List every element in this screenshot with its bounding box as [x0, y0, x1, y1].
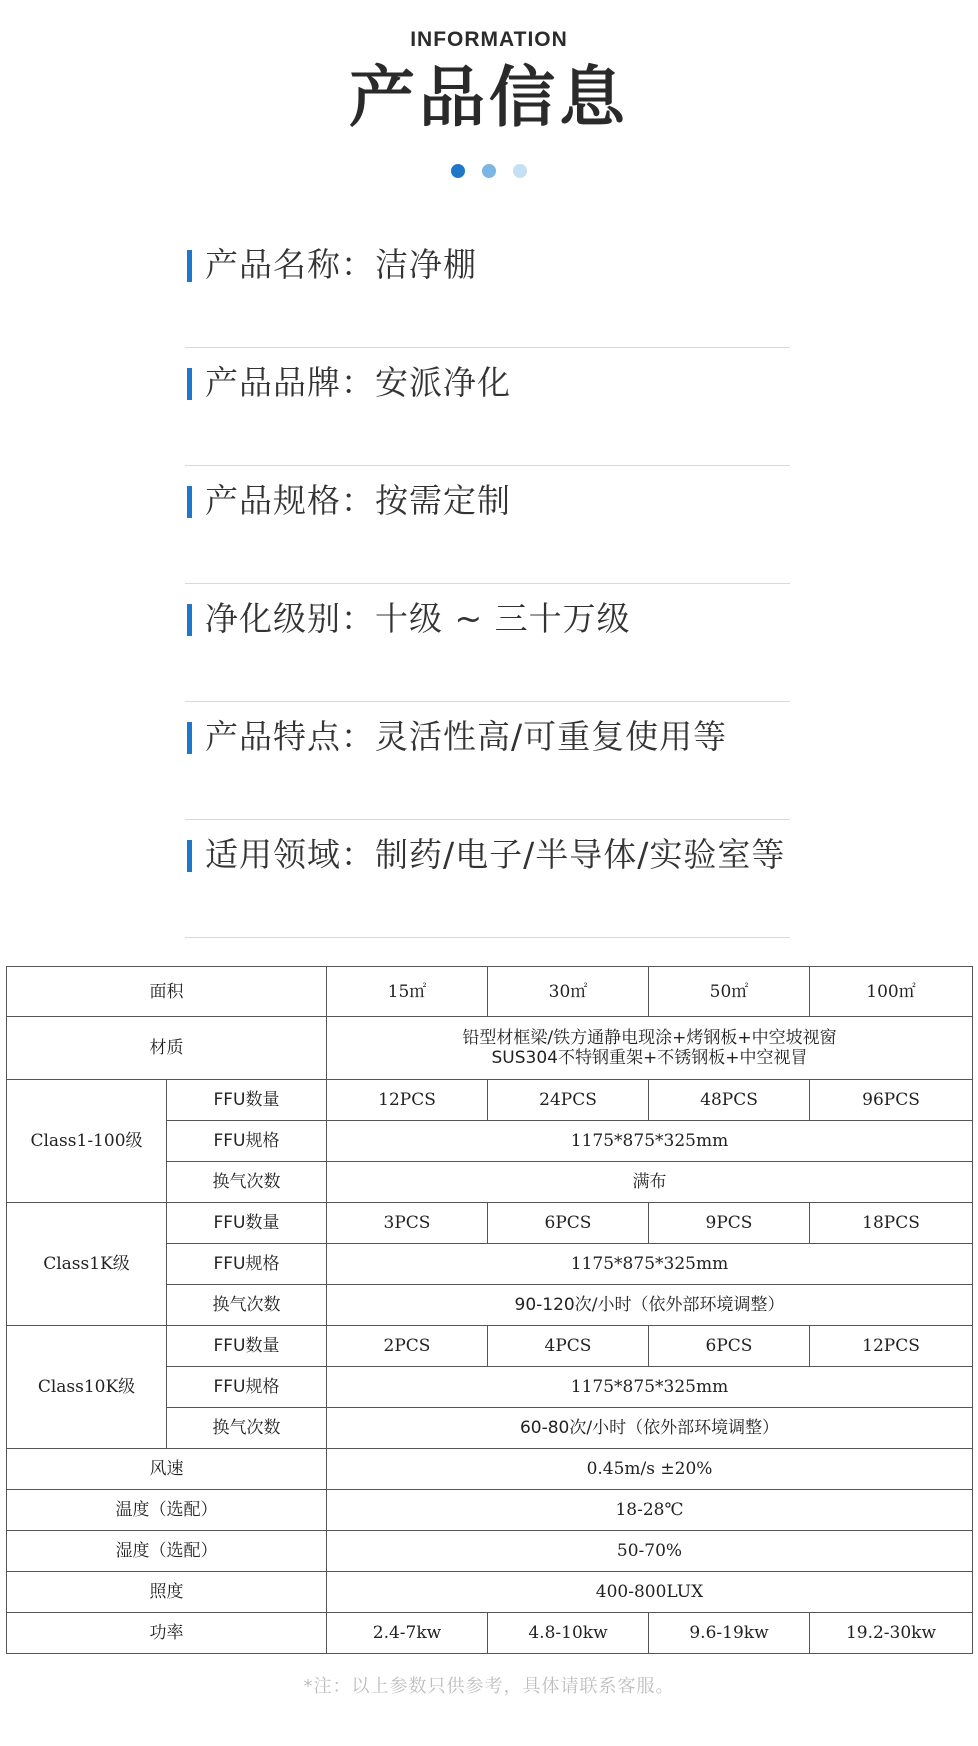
- table-cell: Class1K级: [7, 1203, 167, 1326]
- info-item-text: 适用领域：制药/电子/半导体/实验室等: [205, 835, 786, 874]
- info-item-fields: [185, 820, 790, 938]
- table-cell: 30㎡: [488, 967, 649, 1017]
- table-cell: 温度（选配）: [7, 1490, 327, 1531]
- table-cell: 换气次数: [167, 1162, 327, 1203]
- table-cell: 6PCS: [649, 1326, 810, 1367]
- info-item-name: [185, 230, 790, 348]
- table-row: [7, 1531, 973, 1572]
- table-cell: 60-80次/小时（依外部环境调整）: [327, 1408, 973, 1449]
- table-cell: FFU数量: [167, 1080, 327, 1121]
- accent-bar-icon: [187, 840, 192, 872]
- table-cell: 6PCS: [488, 1203, 649, 1244]
- dot-icon: [482, 164, 496, 178]
- table-cell: 4.8-10kw: [488, 1613, 649, 1654]
- table-row: [7, 1449, 973, 1490]
- info-item-brand: [185, 348, 790, 466]
- table-cell: 材质: [7, 1017, 327, 1080]
- table-cell: 19.2-30kw: [810, 1613, 973, 1654]
- table-cell: 功率: [7, 1613, 327, 1654]
- table-cell: 满布: [327, 1162, 973, 1203]
- disclaimer-note: *注：以上参数只供参考，具体请联系客服。: [303, 1676, 675, 1697]
- accent-bar-icon: [187, 250, 192, 282]
- section-eyebrow: INFORMATION: [410, 28, 568, 51]
- section-title: 产品信息: [349, 59, 629, 136]
- table-cell: 90-120次/小时（依外部环境调整）: [327, 1285, 973, 1326]
- table-cell: FFU数量: [167, 1326, 327, 1367]
- table-cell: Class1-100级: [7, 1080, 167, 1203]
- table-row: [7, 1203, 973, 1244]
- table-cell: 湿度（选配）: [7, 1531, 327, 1572]
- accent-bar-icon: [187, 604, 192, 636]
- info-item-text: 产品品牌：安派净化: [205, 363, 511, 402]
- accent-bar-icon: [187, 722, 192, 754]
- table-row: [7, 1572, 973, 1613]
- table-cell: 12PCS: [810, 1326, 973, 1367]
- table-cell: FFU数量: [167, 1203, 327, 1244]
- table-row: [7, 1490, 973, 1531]
- table-row: [7, 1080, 973, 1121]
- table-cell: 12PCS: [327, 1080, 488, 1121]
- info-list: [185, 230, 790, 938]
- table-cell: 换气次数: [167, 1285, 327, 1326]
- table-cell: 50-70%: [327, 1531, 973, 1572]
- table-cell: 15㎡: [327, 967, 488, 1017]
- decorative-dots: [0, 164, 978, 178]
- table-cell: 18-28℃: [327, 1490, 973, 1531]
- table-cell: 9PCS: [649, 1203, 810, 1244]
- table-cell: 50㎡: [649, 967, 810, 1017]
- table-cell: 1175*875*325mm: [327, 1367, 973, 1408]
- table-cell: 9.6-19kw: [649, 1613, 810, 1654]
- table-row: [7, 1613, 973, 1654]
- table-cell: 48PCS: [649, 1080, 810, 1121]
- info-item-text: 产品名称：洁净棚: [205, 245, 477, 284]
- table-cell: FFU规格: [167, 1367, 327, 1408]
- info-item-text: 产品特点：灵活性高/可重复使用等: [205, 717, 728, 756]
- table-cell: 400-800LUX: [327, 1572, 973, 1613]
- table-row: [7, 967, 973, 1017]
- info-item-text: 产品规格：按需定制: [205, 481, 511, 520]
- table-cell: 0.45m/s ±20%: [327, 1449, 973, 1490]
- table-row: [7, 1326, 973, 1367]
- info-item-spec: [185, 466, 790, 584]
- accent-bar-icon: [187, 368, 192, 400]
- table-row: [7, 1017, 973, 1080]
- table-cell: 照度: [7, 1572, 327, 1613]
- table-cell: 换气次数: [167, 1408, 327, 1449]
- section-header: [0, 0, 978, 178]
- table-cell: 4PCS: [488, 1326, 649, 1367]
- accent-bar-icon: [187, 486, 192, 518]
- table-cell: 风速: [7, 1449, 327, 1490]
- info-item-text: 净化级别：十级 ~ 三十万级: [205, 599, 631, 638]
- material-line: SUS304不特钢重架+不锈钢板+中空视冒: [491, 1048, 808, 1068]
- table-cell: [327, 1017, 973, 1080]
- table-cell: 18PCS: [810, 1203, 973, 1244]
- info-item-features: [185, 702, 790, 820]
- material-line: 铅型材框梁/铁方通静电现涂+烤钢板+中空坡视窗: [462, 1028, 837, 1048]
- table-cell: 96PCS: [810, 1080, 973, 1121]
- spec-table: [6, 966, 973, 1654]
- table-cell: 100㎡: [810, 967, 973, 1017]
- table-cell: 1175*875*325mm: [327, 1244, 973, 1285]
- table-cell: 24PCS: [488, 1080, 649, 1121]
- table-cell: Class10K级: [7, 1326, 167, 1449]
- dot-icon: [513, 164, 527, 178]
- dot-icon: [451, 164, 465, 178]
- table-cell: 1175*875*325mm: [327, 1121, 973, 1162]
- table-cell: 2.4-7kw: [327, 1613, 488, 1654]
- table-cell: FFU规格: [167, 1121, 327, 1162]
- table-cell: 3PCS: [327, 1203, 488, 1244]
- table-cell: 2PCS: [327, 1326, 488, 1367]
- table-cell: FFU规格: [167, 1244, 327, 1285]
- info-item-level: [185, 584, 790, 702]
- table-cell: 面积: [7, 967, 327, 1017]
